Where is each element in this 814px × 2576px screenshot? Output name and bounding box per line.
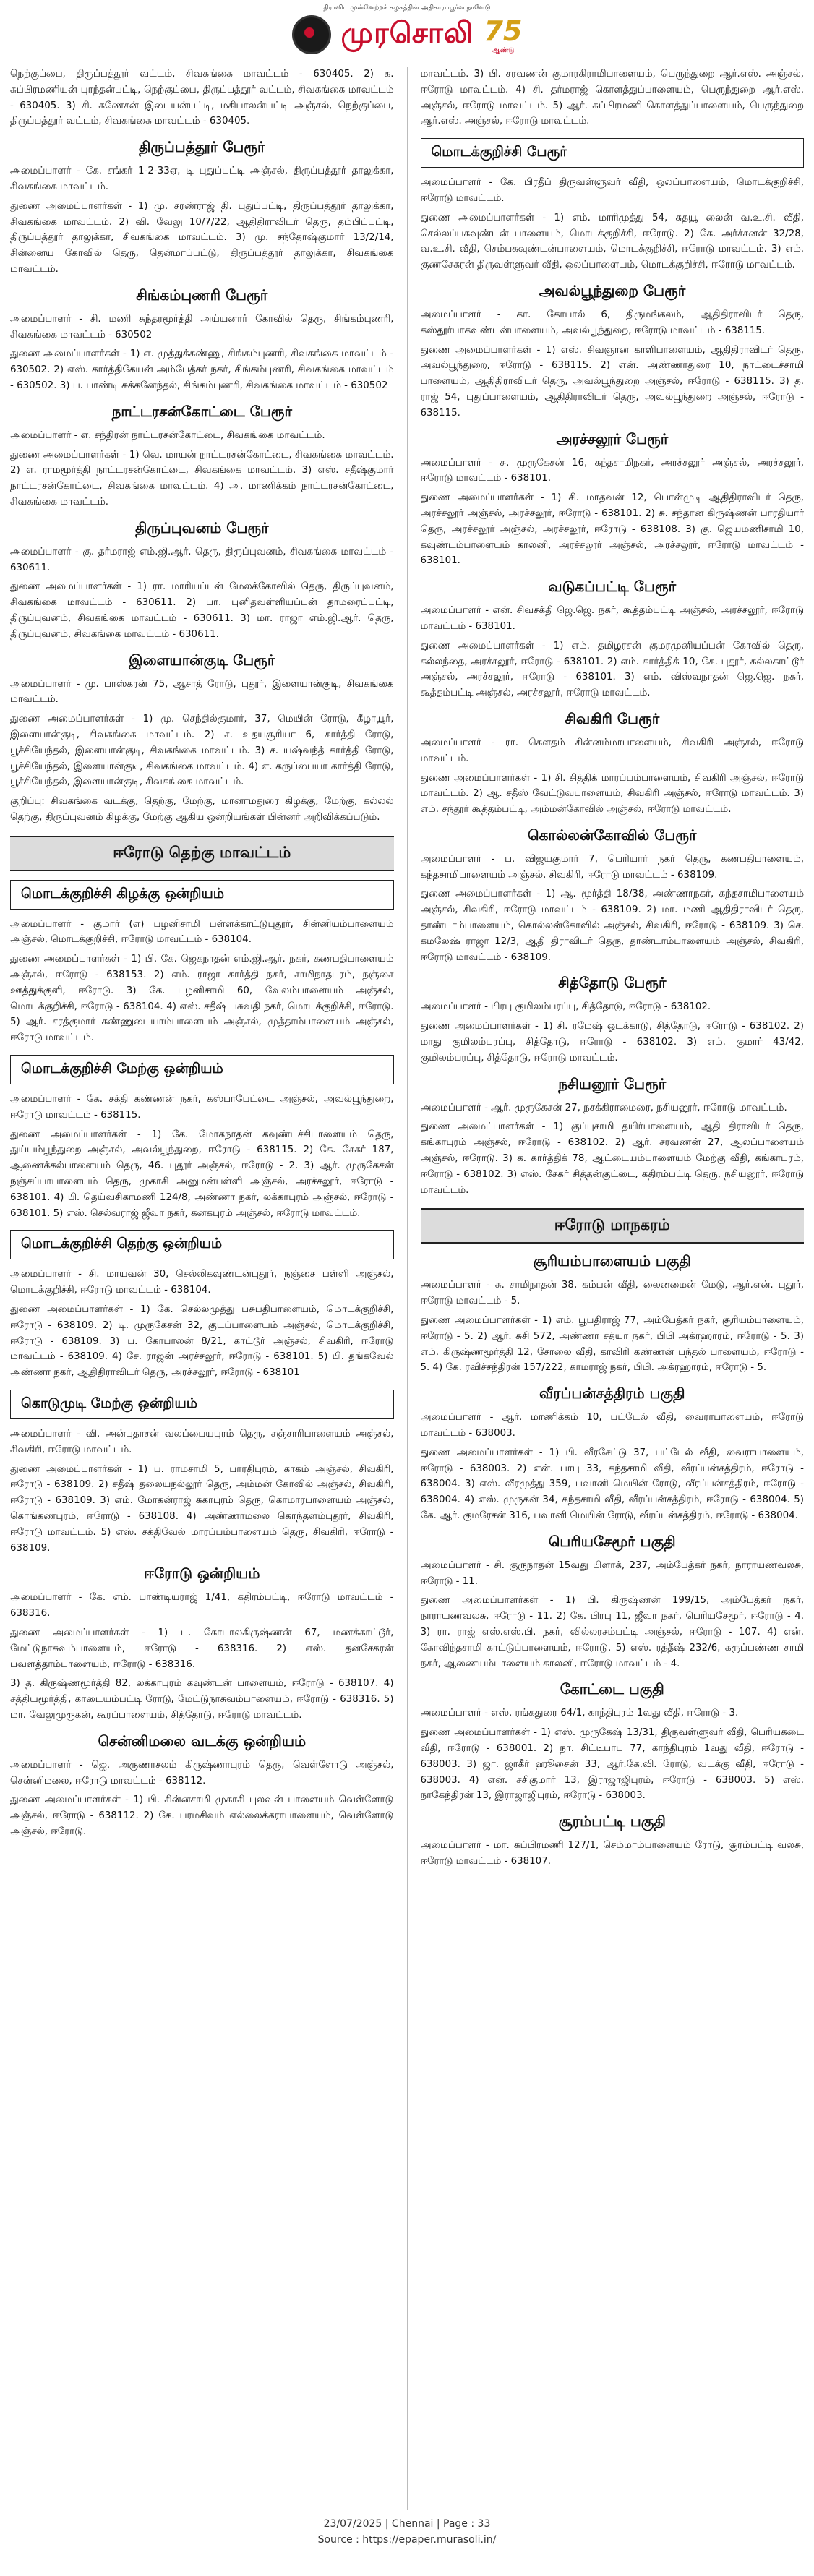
paragraph: அமைப்பாளர் - மு. பாஸ்கரன் 75, ஆசாத் ரோடு, புதூர், இளையான்குடி, சிவகங்கை மாவட்டம். (10, 678, 394, 706)
paragraph: மாவட்டம். 3) பி. சரவணன் குமாரகிராமிபாளையம், பெருந்துறை ஆர்.எஸ். அஞ்சல், ஈரோடு மாவட்டம். 4) சி. தர்மராஜ் கொளத்துப்பாளையம், பெருந்துறை ஆர்.எஸ். அஞ்சல், ஈரோடு மாவட்டம். 5) ஆர். சுப்பிரமணி கொளத்துப்பாளையம், பெருந்துறை ஆர்.எஸ். அஞ்சல், ஈரோடு மாவட்டம். (420, 69, 804, 127)
union-heading: மொடக்குறிச்சி மேற்கு ஒன்றியம் (10, 1055, 394, 1084)
paragraph: அமைப்பாளர் - கே. சக்தி கண்ணன் நகர், கஸ்பாபேட்டை அஞ்சல், அவல்பூந்துறை, ஈரோடு மாவட்டம் - 638115. (10, 1094, 394, 1121)
district-heading: ஈரோடு தெற்கு மாவட்டம் (10, 836, 394, 871)
paragraph: அமைப்பாளர் - பிரபு குமிலம்பரப்பு, சித்தோடு, ஈரோடு - 638102. (420, 1001, 711, 1013)
paragraph: துணை அமைப்பாளர்கள் - 1) பி. வீரசேட்டு 37, பட்டேல் வீதி, வைராபாளையம், ஈரோடு - 638003. 2) என். பாபு 33, கந்தசாமி வீதி, வீரப்பன்சத்திரம், ஈரோடு - 638004. 3) எஸ். வீரமுத்து 359, பவானி மெயின் ரோடு, வீரப்பன்சத்திரம், ஈரோடு - 638004. 4) எஸ். முருகன் 34, கந்தசாமி வீதி, வீரப்பன்சத்திரம், ஈரோடு - 638004. 5) கே. ஆர். குமரேசன் 316, பவானி மெயின் ரோடு, வீரப்பன்சத்திரம், ஈரோடு - 638004. (420, 1447, 804, 1521)
paragraph: துணை அமைப்பாளர்கள் - 1) எஸ். சிவஞான காளிபாளையம், ஆதிதிராவிடர் தெரு, அவல்பூந்துறை, ஈரோடு - 638115. 2) என். அண்ணாதுரை 10, நாட்டைச்சாமி பாளையம், ஆதிதிராவிடர் தெரு, அவல்பூந்துறை அஞ்சல், ஈரோடு - 638115. 3) த. ராஜ் 54, புதுப்பாளையம், ஆதிதிராவிடர் தெரு, அவல்பூந்துறை அஞ்சல், ஈரோடு - 638115. (420, 344, 804, 419)
paragraph: அமைப்பாளர் - கே. பிரதீப் திருவள்ளுவர் வீதி, ஒலப்பாளையம், மொடக்குறிச்சி, ஈரோடு மாவட்டம். (420, 177, 804, 204)
paragraph: துணை அமைப்பாளர்கள் - 1) ப. கோபாலகிருஷ்ணன் 67, மணக்காட்டூர், மேட்டுநாசுவம்பாளையம், ஈரோடு - 638316. 2) எஸ். தனசேகரன் பவளத்தாம்பாளையம், ஈரோடு - 638316. (10, 1627, 394, 1670)
column-divider (407, 67, 408, 2510)
paragraph: துணை அமைப்பாளர்கள் - 1) மு. செந்தில்குமார், 37, மெயின் ரோடு, கீழாயூர், இளையான்குடி, சிவகங்கை மாவட்டம். 2) ச. உதயசூரியா 6, கார்த்தி ரோடு, பூச்சியேந்தல், இளையான்குடி, சிவகங்கை மாவட்டம். 3) ச. யஷ்வந்த் கார்த்தி ரோடு, பூச்சியேந்தல், இளையான்குடி, சிவகங்கை மாவட்டம். 4) எ. கருப்பையா கார்த்தி ரோடு, பூச்சியேந்தல், இளையான்குடி, சிவகங்கை மாவட்டம். (10, 714, 394, 788)
section-heading: வடுகப்பட்டி பேரூர் (548, 578, 677, 596)
paragraph: துணை அமைப்பாளர்கள் - 1) ரா. மாரியப்பன் மேலக்கோவில் தெரு, திருப்புவனம், சிவகங்கை மாவட்டம் - 630611. 2) பா. புனிதவள்ளியப்பன் தாமரைப்பட்டி, திருப்புவனம், சிவகங்கை மாவட்டம் - 630611. 3) மா. ராஜா எம்.ஜி.ஆர். தெரு, திருப்புவனம், சிவகங்கை மாவட்டம் - 630611. (10, 581, 394, 640)
page-footer (0, 2516, 814, 2548)
paragraph: துணை அமைப்பாளர்கள் - 1) எ. முத்துக்கண்ணு, சிங்கம்புணரி, சிவகங்கை மாவட்டம் - 630502. 2) எஸ். கார்த்திகேயன் அம்பேத்கர் நகர், சிங்கம்புணரி, சிவகங்கை மாவட்டம் - 630502. 3) ப. பாண்டி சுக்கனேந்தல், சிங்கம்புணரி, சிவகங்கை மாவட்டம் - 630502 (10, 348, 394, 391)
paragraph: குறிப்பு: சிவகங்கை வடக்கு, தெற்கு, மேற்கு, மானாமதுரை கிழக்கு, மேற்கு, கல்லல் தெற்கு, திருப்புவனம் கிழக்கு, மேற்கு ஆகிய ஒன்றியங்கள் பின்னர் அறிவிக்கப்படும். (10, 796, 394, 823)
newspaper-title: முரசொலி (340, 16, 474, 50)
section-heading: திருப்பத்தூர் பேரூர் (139, 138, 265, 156)
paragraph: 3) த. கிருஷ்ணமூர்த்தி 82, லக்காபுரம் கவுண்டன் பாளையம், ஈரோடு - 638107. 4) சத்தியமூர்த்தி, காடையம்பட்டி ரோடு, மேட்டுநாசுவம்பாளையம், ஈரோடு - 638316. 5) மா. வேலுமுருகன், கூரப்பாளையம், சித்தோடு, ஈரோடு மாவட்டம். (10, 1678, 394, 1721)
section-heading: இளையான்குடி பேரூர் (129, 651, 275, 669)
paragraph: அமைப்பாளர் - ரா. கௌதம் சின்னம்மாபாளையம், சிவகிரி அஞ்சல், ஈரோடு மாவட்டம். (420, 737, 804, 764)
paragraph: துணை அமைப்பாளர்கள் - 1) பி. சின்னசாமி முகாசி புலவன் பாளையம் வெள்ளோடு அஞ்சல், ஈரோடு - 638112. 2) கே. பரமசிவம் எல்லைக்கராபாளையம், வெள்ளோடு அஞ்சல், ஈரோடு. (10, 1794, 394, 1837)
paragraph: அமைப்பாளர் - சு. முருகேசன் 16, கந்தசாமிநகர், அரச்சலூர் அஞ்சல், அரச்சலூர், ஈரோடு மாவட்டம் - 638101. (420, 457, 804, 484)
masthead (0, 0, 814, 58)
paragraph: துணை அமைப்பாளர்கள் - 1) கே. மோகநாதன் கவுண்டச்சிபாளையம் தெரு, துய்யம்பூந்துறை அஞ்சல், அவல்பூந்துறை, ஈரோடு - 638115. 2) கே. சேகர் 187, ஆணைக்கல்பாளையம் தெரு, 46. புதூர் அஞ்சல், ஈரோடு - 2. 3) ஆர். முருகேசன் நஞ்சப்பாபாளையம் தெரு, முகாசி அனுமன்பள்ளி அஞ்சல், அரச்சலூர், ஈரோடு - 638101. 4) பி. தெய்வசிகாமணி 124/8, அண்ணா நகர், லக்காபுரம் அஞ்சல், ஈரோடு - 638101. 5) எஸ். செல்வராஜ் ஜீவா நகர், கனகபுரம் அஞ்சல், ஈரோடு மாவட்டம். (10, 1129, 394, 1219)
union-heading: மொடக்குறிச்சி பேரூர் (421, 138, 805, 168)
paragraph: அமைப்பாளர் - குமார் (எ) பழனிசாமி பள்ளக்காட்டுபுதூர், சின்னியம்பாளையம் அஞ்சல், மொடக்குறிச்சி, ஈரோடு மாவட்டம் - 638104. (10, 918, 394, 946)
paragraph: துணை அமைப்பாளர்கள் - 1) ஆ. மூர்த்தி 18/38, அண்ணாநகர், கந்தசாமிபாளையம் அஞ்சல், சிவகிரி, ஈரோடு மாவட்டம் - 638109. 2) மா. மணி ஆதிதிராவிடர் தெரு, தாண்டாம்பாளையம், கொல்லன்கோவில் அஞ்சல், சிவகிரி, ஈரோடு - 638109. 3) செ. கமலேஷ் ராஜா 12/3, ஆதி திராவிடர் தெரு, தாண்டாம்பாளையம் அஞ்சல், சிவகிரி, ஈரோடு மாவட்டம் - 638109. (420, 889, 804, 963)
paragraph: அமைப்பாளர் - கா. கோபால் 6, திருமங்கலம், ஆதிதிராவிடர் தெரு, கஸ்தூர்பாகவுண்டன்பாளையம், அவல்பூந்துறை, ஈரோடு மாவட்டம் - 638115. (420, 309, 804, 336)
section-heading: நசியனூர் பேரூர் (558, 1074, 667, 1092)
paragraph: துணை அமைப்பாளர்கள் - 1) எம். மாரிமுத்து 54, சுதயூ லைன் வ.உ.சி. வீதி, செல்லப்பகவுண்டன் பாளையம், மொடக்குறிச்சி, ஈரோடு. 2) கே. அர்ச்சனன் 32/28, வ.உ.சி. வீதி, செம்பகவுண்டன்பாளையம், மொடக்குறிச்சி, ஈரோடு மாவட்டம். 3) எம். குணசேகரன் திருவள்ளுவர் வீதி, ஒலப்பாளையம், மொடக்குறிச்சி, ஈரோடு மாவட்டம். (420, 212, 804, 271)
paragraph: அமைப்பாளர் - சி. மணி சுந்தரமூர்த்தி அய்யனார் கோவில் தெரு, சிங்கம்புணரி, சிவகங்கை மாவட்டம் - 630502 (10, 313, 394, 341)
paragraph: அமைப்பாளர் - சி. குருநாதன் 15வது பிளாக், 237, அம்பேத்கர் நகர், நாராயணவலசு, ஈரோடு - 11. (420, 1559, 804, 1587)
paragraph: நெற்குப்பை, திருப்பத்தூர் வட்டம், சிவகங்கை மாவட்டம் - 630405. 2) க. சுப்பிரமணியன் புரந்தன்பட்டி, நெற்குப்பை, திருப்பத்தூர் வட்டம், சிவகங்கை மாவட்டம் - 630405. 3) சி. கணேசன் இடையன்பட்டி, மகிபாலன்பட்டி அஞ்சல், நெற்குப்பை, திருப்பத்தூர் வட்டம், சிவகங்கை மாவட்டம் - 630405. (10, 69, 394, 127)
section-heading: சிங்கம்புணரி பேரூர் (136, 286, 268, 304)
section-heading: ஈரோடு ஒன்றியம் (144, 1565, 260, 1583)
paragraph: துணை அமைப்பாளர்கள் - 1) குப்புசாமி தயிர்பாளையம், ஆதி திராவிடர் தெரு, கங்காபுரம் அஞ்சல், ஈரோடு - 638102. 2) ஆர். சரவணன் 27, ஆலப்பாளையம் அஞ்சல், ஈரோடு. 3) க. கார்த்திக் 78, ஆட்டையம்பாளையம் மேற்கு வீதி, கங்காபுரம், ஈரோடு - 638102. 3) எஸ். சேகர் சித்தன்குட்டை, கதிரம்பட்டி தெரு, நசியனூர், ஈரோடு மாவட்டம். (420, 1121, 804, 1196)
footer-source: Source : https://epaper.murasoli.in/ (317, 2534, 497, 2546)
anniversary-label: ஆண்டு (492, 46, 515, 54)
section-heading: சூரியம்பாளையம் பகுதி (533, 1252, 691, 1270)
paragraph: துணை அமைப்பாளர்கள் - 1) வெ. மாயன் நாட்டரசன்கோட்டை, சிவகங்கை மாவட்டம். 2) எ. ராமமூர்த்தி நாட்டரசன்கோட்டை, சிவகங்கை மாவட்டம். 3) எஸ். சதீஷ்குமார் நாட்டரசன்கோட்டை, சிவகங்கை மாவட்டம். 4) அ. மாணிக்கம் நாட்டரசன்கோட்டை, சிவகங்கை மாவட்டம். (10, 449, 394, 508)
section-heading: திருப்புவனம் பேரூர் (134, 518, 269, 536)
section-heading: அரச்சலூர் பேரூர் (556, 429, 669, 448)
section-heading: சென்னிமலை வடக்கு ஒன்றியம் (98, 1732, 307, 1750)
paragraph: அமைப்பாளர் - மா. சுப்பிரமணி 127/1, செம்மாம்பாளையம் ரோடு, சூரம்பட்டி வலசு, ஈரோடு மாவட்டம் - 638107. (420, 1840, 804, 1867)
paragraph: அமைப்பாளர் - வி. அன்புதாசன் வலப்பையபுரம் தெரு, சஞ்சாரிபாளையம் அஞ்சல், சிவகிரி, ஈரோடு மாவட்டம். (10, 1429, 394, 1455)
anniversary-number: 75 (484, 14, 523, 47)
paragraph: அமைப்பாளர் - எஸ். ரங்கதுரை 64/1, காந்திபுரம் 1வது வீதி, ஈரோடு - 3. (420, 1708, 739, 1719)
paragraph: துணை அமைப்பாளர்கள் - 1) மு. சரண்ராஜ் தி. புதுப்பட்டி, திருப்பத்தூர் தாலுக்கா, சிவகங்கை மாவட்டம். 2) வி. வேலு 10/7/22, ஆதிதிராவிடர் தெரு, தம்பிப்பட்டி, திருப்பத்தூர் தாலுக்கா, சிவகங்கை மாவட்டம். 3) மு. சந்தோஷ்குமார் 13/2/14, சின்னைய கோவில் தெரு, தென்மாப்பட்டு, திருப்பத்தூர் தாலுக்கா, சிவகங்கை மாவட்டம். (10, 200, 394, 275)
anniversary-badge (484, 15, 523, 55)
masthead-tagline: திராவிட முன்னேற்றக் கழகத்தின் அதிகாரப்பூர்வ நாளேடு (323, 4, 491, 12)
section-heading: வீரப்பன்சத்திரம் பகுதி (539, 1385, 685, 1403)
union-heading: கொடுமுடி மேற்கு ஒன்றியம் (10, 1390, 394, 1419)
paragraph: துணை அமைப்பாளர்கள் - 1) சி. சித்திக் மாரப்பம்பாளையம், சிவகிரி அஞ்சல், ஈரோடு மாவட்டம். 2) ஆ. சதீஸ் வேட்டுவபாளையம், சிவகிரி அஞ்சல், ஈரோடு மாவட்டம். 3) எம். சந்தூர் கூத்தம்பட்டி, அம்மன்கோவில் அஞ்சல், ஈரோடு மாவட்டம். (420, 772, 804, 816)
section-heading: நாட்டரசன்கோட்டை பேரூர் (111, 402, 292, 420)
paragraph: துணை அமைப்பாளர்கள் - 1) பி. கே. ஜெகநாதன் எம்.ஜி.ஆர். நகர், கணபதிபாளையம் அஞ்சல், ஈரோடு - 638153. 2) எம். ராஜா கார்த்தி நகர், சாமிநாதபுரம், நஞ்சை ஊத்துக்குளி, ஈரோடு. 3) கே. பழனிசாமி 60, வேலம்பாளையம் அஞ்சல், மொடக்குறிச்சி, ஈரோடு - 638104. 4) எஸ். சதீஷ் பசுவதி நகர், மொடக்குறிச்சி, ஈரோடு. 5) ஆர். சரத்குமார் கண்ணுடையாம்பாளையம் அஞ்சல், முத்தாம்பாளையம் அஞ்சல், ஈரோடு மாவட்டம். (10, 954, 394, 1044)
paragraph: அமைப்பாளர் - ஆர். மாணிக்கம் 10, பட்டேல் வீதி, வைராபாளையம், ஈரோடு மாவட்டம் - 638003. (420, 1412, 804, 1439)
paragraph: துணை அமைப்பாளர்கள் - 1) பி. கிருஷ்ணன் 199/15, அம்பேத்கர் நகர், நாராயணவலசு, ஈரோடு - 11. 2) கே. பிரபு 11, ஜீவா நகர், பெரியசேமூர், ஈரோடு - 4. 3) ரா. ராஜ் எஸ்.எஸ்.பி. நகர், வில்லரசம்பட்டி அஞ்சல், ஈரோடு - 107. 4) என். கோவிந்தசாமி காட்டுப்பாளையம், ஈரோடு. 5) எஸ். ரத்தீஷ் 232/6, கருப்பண்ண சாமி நகர், ஆணையம்பாளையம் காலனி, ஈரோடு மாவட்டம் - 4. (420, 1595, 804, 1669)
paragraph: அமைப்பாளர் - ஜெ. அருணாசலம் கிருஷ்ணாபுரம் தெரு, வெள்ளோடு அஞ்சல், சென்னிமலை, ஈரோடு மாவட்டம் - 638112. (10, 1759, 394, 1786)
section-heading: கோட்டை பகுதி (560, 1680, 664, 1698)
section-heading: கொல்லன்கோவில் பேரூர் (528, 826, 697, 844)
paragraph: அமைப்பாளர் - சு. சாமிநாதன் 38, கம்பன் வீதி, லைனமைன் மேடு, ஆர்.என். புதூர், ஈரோடு மாவட்டம் - 5. (420, 1280, 804, 1307)
article-columns (10, 67, 804, 2510)
union-heading: மொடக்குறிச்சி கிழக்கு ஒன்றியம் (10, 880, 394, 910)
right-column (421, 67, 805, 2510)
paragraph: அமைப்பாளர் - கு. தர்மராஜ் எம்.ஜி.ஆர். தெரு, திருப்புவனம், சிவகங்கை மாவட்டம் - 630611. (10, 546, 394, 573)
paragraph: அமைப்பாளர் - என். சிவசக்தி ஜெ.ஜெ. நகர், கூத்தம்பட்டி அஞ்சல், அரச்சலூர், ஈரோடு மாவட்டம் - 638101. (420, 605, 804, 632)
district-heading: ஈரோடு மாநகரம் (421, 1208, 805, 1244)
paragraph: அமைப்பாளர் - கே. எம். பாண்டியராஜ் 1/41, கதிரம்பட்டி, ஈரோடு மாவட்டம் - 638316. (10, 1592, 394, 1619)
section-heading: அவல்பூந்துறை பேரூர் (539, 281, 686, 299)
section-heading: சூரம்பட்டி பகுதி (558, 1813, 666, 1831)
footer-meta: 23/07/2025 | Chennai | Page : 33 (323, 2518, 491, 2530)
masthead-row (0, 13, 814, 56)
paragraph: துணை அமைப்பாளர்கள் - 1) கே. செல்லமுத்து பசுபதிபாளையம், மொடக்குறிச்சி, ஈரோடு - 638109. 2) டி. முருகேசன் 32, குடப்பாளையம் அஞ்சல், மொடக்குறிச்சி, ஈரோடு - 638109. 3) ப. கோபாலன் 8/21, காட்டூர் அஞ்சல், சிவகிரி, ஈரோடு மாவட்டம் - 638109. 4) சே. ராஜன் அரச்சலூர், ஈரோடு - 638101. 5) பி. தங்கவேல் அண்ணா நகர், ஆதிதிராவிடர் தெரு, அரச்சலூர், ஈரோடு - 638101 (10, 1304, 394, 1379)
union-heading: மொடக்குறிச்சி தெற்கு ஒன்றியம் (10, 1230, 394, 1259)
paragraph: துணை அமைப்பாளர்கள் - 1) ப. ராமசாமி 5, பாரதிபுரம், காகம் அஞ்சல், சிவகிரி, ஈரோடு - 638109. 2) சதீஷ் தலையநல்லூர் தெரு, அம்மன் கோவில் அஞ்சல், சிவகிரி, ஈரோடு - 638109. 3) எம். மோகன்ராஜ் சுகாபுரம் தெரு, கொமாரபாளையம் அஞ்சல், கொங்கணபுரம், ஈரோடு - 638108. 4) அண்ணாமலை கொந்தளம்புதூர், சிவகிரி, ஈரோடு மாவட்டம். 5) எஸ். சக்திவேல் மாரப்பம்பாளையம் தெரு, சிவகிரி, ஈரோடு - 638109. (10, 1463, 394, 1554)
paragraph: துணை அமைப்பாளர்கள் - 1) எம். தமிழரசன் குமரமுனியப்பன் கோவில் தெரு, கல்லந்தை, அரச்சலூர், ஈரோடு - 638101. 2) எம். கார்த்திக் 10, கே. புதூர், கல்லகாட்டூர் அஞ்சல், அரச்சலூர், ஈரோடு - 638101. 3) எம். விஸ்வநாதன் ஜெ.ஜெ. நகர், கூத்தம்பட்டி அஞ்சல், அரச்சலூர், ஈரோடு மாவட்டம். (420, 640, 804, 699)
left-column (10, 67, 394, 2510)
party-emblem-icon (292, 15, 331, 54)
paragraph: அமைப்பாளர் - ஆர். முருகேசன் 27, நசக்கிராமைரை, நசியனூர், ஈரோடு மாவட்டம். (420, 1102, 787, 1113)
section-heading: சிவகிரி பேரூர் (565, 709, 660, 727)
section-heading: பெரியசேமூர் பகுதி (548, 1532, 676, 1550)
paragraph: அமைப்பாளர் - சி. மாயவன் 30, செல்லிகவுண்டன்புதூர், நஞ்சை பள்ளி அஞ்சல், மொடக்குறிச்சி, ஈரோடு மாவட்டம் - 638104. (10, 1269, 394, 1296)
paragraph: அமைப்பாளர் - எ. சந்திரன் நாட்டரசன்கோட்டை, சிவகங்கை மாவட்டம். (10, 429, 325, 441)
paragraph: துணை அமைப்பாளர்கள் - 1) சி. ரமேஷ் ஓடக்காடு, சித்தோடு, ஈரோடு - 638102. 2) மாது குமிலம்பரப்பு, சித்தோடு, ஈரோடு - 638102. 3) எம். குமார் 43/42, குமிலம்பரப்பு, சித்தோடு, ஈரோடு மாவட்டம். (420, 1021, 804, 1064)
paragraph: அமைப்பாளர் - கே. சங்கர் 1-2-33ஏ, டி புதுப்பட்டி அஞ்சல், திருப்பத்தூர் தாலுக்கா, சிவகங்கை மாவட்டம். (10, 166, 394, 192)
paragraph: துணை அமைப்பாளர்கள் - 1) சி. மாதவன் 12, பொன்முடி ஆதிதிராவிடர் தெரு, அரச்சலூர் அஞ்சல், அரச்சலூர், ஈரோடு - 638101. 2) சு. சந்தான கிருஷ்ணன் பாரதியார் தெரு, அரச்சலூர் அஞ்சல், அரச்சலூர், ஈரோடு - 638108. 3) கு. ஜெயமணிசாமி 10, கவுண்டம்பாளையம் காலனி, அரச்சலூர் அஞ்சல், அரச்சலூர், ஈரோடு மாவட்டம் - 638101. (420, 492, 804, 567)
paragraph: துணை அமைப்பாளர்கள் - 1) எம். பூபதிராஜ் 77, அம்பேத்கர் நகர், சூரியம்பாளையம், ஈரோடு - 5. 2) ஆர். சுசி 572, அண்ணா சத்யா நகர், பிபி அக்ரஹாரம், ஈரோடு - 5. 3) எம். கிருஷ்ணமூர்த்தி 12, சோலை வீதி, காவிரி கண்ணன் பந்தல் பாளையம், ஈரோடு - 5. 4) கே. ரவிச்சந்திரன் 157/222, காமராஜ் நகர், பிபி. அக்ரஹாரம், ஈரோடு - 5. (420, 1315, 804, 1374)
section-heading: சித்தோடு பேரூர் (558, 974, 667, 992)
paragraph: அமைப்பாளர் - ப. விஜயகுமார் 7, பெரியார் நகர் தெரு, கணபதிபாளையம், கந்தசாமிபாளையம் அஞ்சல், சிவகிரி, ஈரோடு மாவட்டம் - 638109. (420, 853, 804, 881)
paragraph: துணை அமைப்பாளர்கள் - 1) எஸ். முருகேஷ் 13/31, திருவள்ளுவர் வீதி, பெரியகடை வீதி, ஈரோடு - 638001. 2) நா. சிட்டிபாபு 77, காந்திபுரம் 1வது வீதி, ஈரோடு - 638003. 3) ஜா. ஜாகீர் ஹூசைன் 33, ஆர்.கே.வி. ரோடு, வடக்கு வீதி, ஈரோடு - 638003. 4) என். சசிகுமார் 13, இராஜாஜிபுரம், ஈரோடு - 638003. 5) எஸ். நாகேந்திரன் 13, இராஜாஜிபுரம், ஈரோடு - 638003. (420, 1727, 804, 1802)
